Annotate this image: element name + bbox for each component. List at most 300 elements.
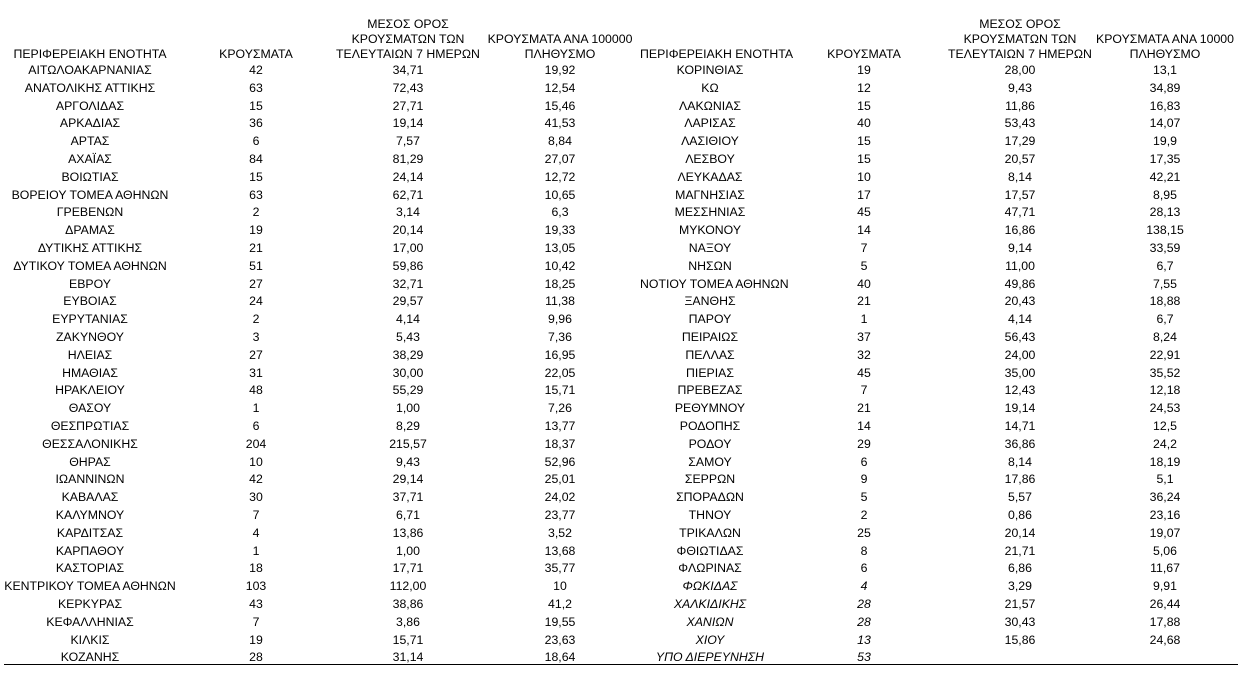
cell-rate: 12,72 [544, 169, 576, 184]
cell-cases-right: 29 [857, 436, 871, 451]
table-row [4, 507, 1238, 525]
cell-cases: 48 [249, 383, 263, 398]
cell-cases: 19 [249, 632, 263, 647]
cell-rate: 25,01 [544, 472, 576, 487]
cell-rate: 41,2 [548, 596, 572, 611]
cell-rate-right: 7,55 [1153, 276, 1177, 291]
cell-region: ΚΕΡΚΥΡΑΣ [57, 596, 123, 611]
cell-rate: 22,05 [544, 365, 576, 380]
cell-avg7-right: 0,86 [1008, 507, 1032, 522]
cell-rate-right: 8,24 [1153, 329, 1177, 344]
header-region: ΠΕΡΙΦΕΡΕΙΑΚΗ ΕΝΟΤΗΤΑ [13, 47, 167, 61]
table-row [4, 400, 1238, 418]
cell-region: ΚΑΣΤΟΡΙΑΣ [55, 561, 125, 576]
cell-cases-right: 7 [860, 240, 868, 255]
cell-rate-right: 12,18 [1149, 383, 1181, 398]
header-per100k: ΚΡΟΥΣΜΑΤΑ ΑΝΑ 100000 ΠΛΗΘΥΣΜΟ [487, 32, 633, 61]
cell-region-right: ΤΗΝΟΥ [688, 507, 732, 522]
cell-avg7-right: 16,86 [1004, 223, 1036, 238]
cell-rate-right: 18,88 [1149, 294, 1181, 309]
cell-rate: 41,53 [544, 116, 576, 131]
table-row [4, 293, 1238, 311]
cell-avg7-right: 4,14 [1008, 312, 1032, 327]
cell-rate: 11,38 [545, 294, 575, 309]
cell-rate-right: 23,16 [1149, 507, 1181, 522]
cell-avg7-right: 8,14 [1008, 169, 1032, 184]
cell-cases-right: 2 [860, 507, 868, 522]
cell-rate: 18,37 [544, 436, 576, 451]
table-row [4, 578, 1238, 596]
cell-cases: 10 [249, 454, 263, 469]
cell-cases-right: 45 [857, 365, 871, 380]
cell-region-right: ΦΩΚΙΔΑΣ [682, 579, 738, 594]
cell-cases: 63 [249, 80, 263, 95]
cell-rate: 18,64 [544, 650, 576, 665]
table-row [4, 258, 1238, 276]
cell-avg7: 29,57 [392, 294, 424, 309]
cell-cases-right: 6 [860, 561, 868, 576]
table-row [4, 471, 1238, 489]
table-row [4, 115, 1238, 133]
cell-region: ΑΧΑΪΑΣ [68, 151, 112, 166]
cell-avg7: 34,71 [392, 63, 424, 77]
table-row [4, 187, 1238, 205]
cell-region-right: ΞΑΝΘΗΣ [684, 294, 736, 309]
cell-cases-right: 25 [857, 525, 871, 540]
cell-avg7: 59,86 [392, 258, 424, 273]
cell-avg7-right: 20,57 [1004, 151, 1036, 166]
cell-rate-right: 17,88 [1149, 614, 1181, 629]
cell-cases: 31 [249, 365, 263, 380]
cell-avg7: 112,00 [389, 579, 427, 594]
cell-avg7-right: 14,71 [1004, 418, 1036, 433]
cell-region-right: ΜΥΚΟΝΟΥ [678, 223, 742, 238]
cell-cases: 18 [249, 561, 263, 576]
cases-table-container [4, 0, 1238, 667]
cell-rate: 8,84 [548, 134, 572, 149]
table-row [4, 169, 1238, 187]
table-row [4, 632, 1238, 650]
cell-cases: 28 [249, 650, 263, 665]
cell-cases-right: 28 [857, 596, 871, 611]
table-row [4, 365, 1238, 383]
cell-region-right: ΠΕΛΛΑΣ [685, 347, 735, 362]
cell-avg7-right: 15,86 [1004, 632, 1036, 647]
cell-region-right: ΧΑΝΙΩΝ [686, 614, 734, 629]
cell-region-right: ΛΑΚΩΝΙΑΣ [679, 98, 741, 113]
cell-rate-right: 6,7 [1156, 258, 1174, 273]
cell-avg7-right: 30,43 [1004, 614, 1036, 629]
cell-rate-right: 6,7 [1156, 312, 1174, 327]
cell-rate: 10,42 [544, 258, 576, 273]
cell-rate-right: 19,9 [1153, 134, 1177, 149]
table-row [4, 240, 1238, 258]
table-row [4, 543, 1238, 561]
cell-rate-right: 5,1 [1156, 472, 1174, 487]
cell-region-right: ΛΕΣΒΟΥ [685, 151, 735, 166]
cell-cases: 19 [249, 223, 263, 238]
cell-cases-right: 14 [857, 223, 871, 238]
cell-rate-right: 138,15 [1146, 223, 1184, 238]
table-row [4, 151, 1238, 169]
cell-cases: 103 [245, 579, 267, 594]
cell-region-right: ΥΠΟ ΔΙΕΡΕΥΝΗΣΗ [655, 650, 765, 665]
header-avg7-right: ΜΕΣΟΣ ΟΡΟΣ ΚΡΟΥΣΜΑΤΩΝ ΤΩΝ ΤΕΛΕΥΤΑΙΩΝ 7 ΗΜΕΡΩΝ [948, 17, 1092, 61]
cell-rate: 35,77 [544, 561, 576, 576]
cell-region: ΗΛΕΙΑΣ [67, 347, 113, 362]
cell-cases-right: 7 [860, 383, 868, 398]
cell-cases-right: 15 [857, 134, 871, 149]
table-row [4, 596, 1238, 614]
cell-rate-right: 22,91 [1149, 347, 1181, 362]
cell-cases-right: 4 [860, 579, 868, 594]
cell-region-right: ΤΡΙΚΑΛΩΝ [679, 525, 741, 540]
cell-rate: 52,96 [544, 454, 576, 469]
cell-avg7-right: 36,86 [1004, 436, 1036, 451]
table-row [4, 614, 1238, 632]
cell-cases-right: 21 [857, 294, 871, 309]
cell-region-right: ΝΟΤΙΟΥ ΤΟΜΕΑ ΑΘΗΝΩΝ [640, 276, 789, 291]
table-row [4, 329, 1238, 347]
bottom-rule [4, 664, 1238, 665]
table-row [4, 418, 1238, 436]
cell-rate-right: 12,5 [1153, 418, 1177, 433]
cell-rate-right: 5,06 [1153, 543, 1177, 558]
cell-avg7-right: 8,14 [1008, 454, 1032, 469]
cell-region: ΔΥΤΙΚΗΣ ΑΤΤΙΚΗΣ [37, 240, 143, 255]
cell-region-right: ΚΟΡΙΝΘΙΑΣ [676, 63, 744, 77]
table-row [4, 347, 1238, 365]
table-row [4, 560, 1238, 578]
cell-rate-right: 28,13 [1149, 205, 1181, 220]
cell-region-right: ΝΑΞΟΥ [688, 240, 732, 255]
cell-cases: 42 [249, 472, 263, 487]
cell-rate: 15,46 [544, 98, 576, 113]
cell-rate-right: 24,53 [1149, 401, 1181, 416]
cell-region-right: ΡΕΘΥΜΝΟΥ [674, 401, 746, 416]
cell-region: ΒΟΡΕΙΟΥ ΤΟΜΕΑ ΑΘΗΝΩΝ [11, 187, 169, 202]
cell-region: ΗΜΑΘΙΑΣ [62, 365, 118, 380]
cell-avg7-right: 17,29 [1004, 134, 1036, 149]
cell-cases-right: 37 [857, 329, 871, 344]
cell-avg7: 32,71 [392, 276, 424, 291]
cell-rate: 23,77 [544, 507, 576, 522]
cell-cases: 2 [252, 205, 260, 220]
cell-region-right: ΡΟΔΟΥ [688, 436, 732, 451]
table-row [4, 436, 1238, 454]
cell-cases: 7 [252, 507, 260, 522]
table-row [4, 454, 1238, 472]
cell-avg7: 9,43 [396, 454, 420, 469]
cell-region-right: ΣΠΟΡΑΔΩΝ [676, 490, 744, 505]
cell-region: ΔΡΑΜΑΣ [65, 223, 115, 238]
cell-rate-right: 16,83 [1149, 98, 1181, 113]
cell-cases: 2 [252, 312, 260, 327]
cell-cases: 15 [249, 98, 263, 113]
cell-region-right: ΣΕΡΡΩΝ [684, 472, 736, 487]
cell-region-right: ΠΡΕΒΕΖΑΣ [677, 383, 743, 398]
cell-rate: 3,52 [548, 525, 572, 540]
cell-rate-right: 9,91 [1153, 579, 1177, 594]
cell-cases: 27 [249, 347, 263, 362]
table-row [4, 98, 1238, 116]
cell-avg7: 19,14 [392, 116, 424, 131]
cell-region: ΚΕΦΑΛΛΗΝΙΑΣ [46, 614, 134, 629]
cell-avg7-right: 21,57 [1004, 596, 1036, 611]
cell-avg7-right: 9,43 [1008, 80, 1032, 95]
cell-rate: 13,77 [544, 418, 576, 433]
cell-cases: 36 [249, 116, 263, 131]
cell-region: ΚΟΖΑΝΗΣ [60, 650, 120, 665]
cell-rate-right: 34,89 [1149, 80, 1181, 95]
cell-region: ΘΗΡΑΣ [69, 454, 111, 469]
cell-cases-right: 13 [857, 632, 871, 647]
cell-avg7: 27,71 [392, 98, 424, 113]
cell-region-right: ΦΘΙΩΤΙΔΑΣ [676, 543, 744, 558]
cell-rate-right: 17,35 [1149, 151, 1181, 166]
table-header-row [4, 0, 1238, 62]
cell-avg7-right: 20,14 [1004, 525, 1036, 540]
cell-rate: 6,3 [551, 205, 569, 220]
cell-region: ΔΥΤΙΚΟΥ ΤΟΜΕΑ ΑΘΗΝΩΝ [13, 258, 167, 273]
cell-avg7: 13,86 [392, 525, 424, 540]
cell-avg7: 215,57 [389, 436, 427, 451]
cell-avg7: 24,14 [392, 169, 424, 184]
cell-cases: 4 [252, 525, 260, 540]
cell-region-right: ΧΙΟΥ [695, 632, 725, 647]
cell-avg7: 5,43 [396, 329, 420, 344]
cell-cases: 7 [252, 614, 260, 629]
cell-avg7-right: 9,14 [1008, 240, 1032, 255]
cell-avg7: 29,14 [392, 472, 424, 487]
cell-region: ΚΑΒΑΛΑΣ [61, 490, 119, 505]
cell-rate: 18,25 [544, 276, 576, 291]
cell-avg7: 38,86 [392, 596, 424, 611]
cell-cases: 204 [245, 436, 267, 451]
cell-region-right: ΛΑΣΙΘΙΟΥ [681, 134, 739, 149]
cell-avg7: 30,00 [392, 365, 424, 380]
cell-region: ΑΡΤΑΣ [70, 134, 110, 149]
table-row [4, 204, 1238, 222]
cell-avg7-right: 49,86 [1004, 276, 1036, 291]
cell-rate-right: 19,07 [1149, 525, 1181, 540]
cell-avg7-right: 3,29 [1008, 579, 1032, 594]
cell-avg7: 17,71 [392, 561, 424, 576]
table-row [4, 525, 1238, 543]
cell-rate: 13,05 [544, 240, 576, 255]
cell-avg7-right: 24,00 [1004, 347, 1036, 362]
cell-avg7: 20,14 [392, 223, 424, 238]
cell-region: ΑΡΚΑΔΙΑΣ [59, 116, 121, 131]
cell-region: ΘΕΣΣΑΛΟΝΙΚΗΣ [42, 436, 138, 451]
cell-cases: 84 [249, 151, 263, 166]
cell-avg7: 4,14 [396, 312, 420, 327]
cell-avg7-right: 5,57 [1008, 490, 1032, 505]
cell-rate-right: 8,95 [1153, 187, 1177, 202]
cell-rate: 7,36 [548, 329, 572, 344]
cell-cases: 42 [249, 63, 263, 77]
cell-cases-right: 10 [857, 169, 871, 184]
cell-region-right: ΛΕΥΚΑΔΑΣ [677, 169, 743, 184]
cell-cases-right: 45 [857, 205, 871, 220]
cell-cases-right: 5 [860, 490, 868, 505]
cell-avg7-right: 11,00 [1005, 258, 1035, 273]
cell-rate-right: 13,1 [1153, 63, 1177, 77]
cell-cases-right: 12 [857, 80, 871, 95]
cell-avg7: 8,29 [396, 418, 420, 433]
cell-avg7: 72,43 [392, 80, 424, 95]
cell-cases-right: 6 [860, 454, 868, 469]
cell-region: ΕΒΡΟΥ [69, 276, 111, 291]
cell-region-right: ΚΩ [701, 80, 719, 95]
cell-region: ΙΩΑΝΝΙΝΩΝ [55, 472, 125, 487]
cell-region: ΑΡΓΟΛΙΔΑΣ [55, 98, 125, 113]
cell-rate: 15,71 [544, 383, 576, 398]
table-row [4, 311, 1238, 329]
table-row [4, 80, 1238, 98]
cell-cases: 51 [249, 258, 263, 273]
cell-cases: 15 [249, 169, 263, 184]
cell-cases-right: 5 [860, 258, 868, 273]
header-cases-right: ΚΡΟΥΣΜΑΤΑ [827, 47, 901, 61]
cell-rate: 16,95 [544, 347, 576, 362]
table-row [4, 133, 1238, 151]
cell-cases: 1 [252, 401, 260, 416]
cell-cases: 30 [249, 490, 263, 505]
cell-rate: 23,63 [544, 632, 576, 647]
cell-avg7-right: 12,43 [1004, 383, 1036, 398]
cell-region: ΗΡΑΚΛΕΙΟΥ [55, 383, 125, 398]
cell-rate: 13,68 [544, 543, 576, 558]
cell-region-right: ΛΑΡΙΣΑΣ [684, 116, 736, 131]
cell-rate-right: 36,24 [1149, 490, 1181, 505]
cell-avg7: 3,86 [396, 614, 420, 629]
cell-avg7-right: 17,57 [1004, 187, 1036, 202]
cell-rate: 10 [553, 579, 567, 594]
cell-cases: 43 [249, 596, 263, 611]
header-region-right: ΠΕΡΙΦΕΡΕΙΑΚΗ ΕΝΟΤΗΤΑ [640, 47, 794, 61]
cell-cases: 27 [249, 276, 263, 291]
cell-avg7-right: 28,00 [1004, 63, 1036, 77]
cell-region-right: ΜΕΣΣΗΝΙΑΣ [674, 205, 746, 220]
cell-cases-right: 1 [860, 312, 868, 327]
cell-cases-right: 8 [860, 543, 868, 558]
cell-cases: 24 [249, 294, 263, 309]
cell-rate: 24,02 [544, 490, 576, 505]
cell-region: ΚΑΡΠΑΘΟΥ [55, 543, 125, 558]
cell-rate-right: 42,21 [1149, 169, 1181, 184]
cell-cases: 6 [252, 134, 260, 149]
cell-avg7-right: 6,86 [1008, 561, 1032, 576]
cell-cases-right: 9 [860, 472, 868, 487]
cell-rate: 7,26 [548, 401, 572, 416]
cell-region: ΘΕΣΠΡΩΤΙΑΣ [50, 418, 130, 433]
table-row [4, 62, 1238, 80]
cell-avg7: 38,29 [392, 347, 424, 362]
cell-avg7: 37,71 [392, 490, 424, 505]
cell-avg7: 81,29 [392, 151, 424, 166]
cell-avg7-right: 19,14 [1004, 401, 1036, 416]
cell-rate-right: 24,2 [1153, 436, 1177, 451]
cell-avg7: 3,14 [396, 205, 420, 220]
cell-cases-right: 15 [857, 98, 871, 113]
cell-rate-right: 33,59 [1149, 240, 1181, 255]
cell-region-right: ΡΟΔΟΠΗΣ [679, 418, 741, 433]
cell-region: ΚΑΡΔΙΤΣΑΣ [56, 525, 124, 540]
cell-avg7-right: 21,71 [1004, 543, 1036, 558]
cell-rate-right: 35,52 [1149, 365, 1181, 380]
cell-cases: 21 [249, 240, 263, 255]
cell-avg7-right: 20,43 [1004, 294, 1036, 309]
cell-avg7-right: 17,86 [1004, 472, 1036, 487]
cell-region-right: ΠΕΙΡΑΙΩΣ [681, 329, 739, 344]
cell-region: ΕΥΡΥΤΑΝΙΑΣ [52, 312, 128, 327]
cell-avg7-right: 47,71 [1004, 205, 1036, 220]
cell-avg7: 55,29 [392, 383, 424, 398]
cell-avg7-right: 11,86 [1005, 98, 1035, 113]
cell-avg7: 15,71 [392, 632, 424, 647]
cell-rate: 19,92 [544, 63, 576, 77]
regional-cases-table [4, 0, 1238, 667]
table-row [4, 276, 1238, 294]
cell-cases-right: 17 [857, 187, 871, 202]
table-row [4, 222, 1238, 240]
cell-cases-right: 21 [857, 401, 871, 416]
cell-region: ΘΑΣΟΥ [68, 401, 112, 416]
cell-avg7-right: 56,43 [1004, 329, 1036, 344]
cell-avg7: 1,00 [396, 543, 420, 558]
cell-region: ΑΙΤΩΛΟΑΚΑΡΝΑΝΙΑΣ [28, 63, 152, 77]
header-cases: ΚΡΟΥΣΜΑΤΑ [219, 47, 293, 61]
cell-region-right: ΜΑΓΝΗΣΙΑΣ [675, 187, 745, 202]
cell-region: ΚΕΝΤΡΙΚΟΥ ΤΟΜΕΑ ΑΘΗΝΩΝ [4, 579, 176, 594]
cell-rate: 10,65 [544, 187, 576, 202]
cell-region-right: ΝΗΣΩΝ [688, 258, 732, 273]
cell-region-right: ΦΛΩΡΙΝΑΣ [678, 561, 742, 576]
cell-cases-right: 40 [857, 276, 871, 291]
cell-rate: 19,33 [544, 223, 576, 238]
cell-avg7: 62,71 [392, 187, 424, 202]
header-per10k-right: ΚΡΟΥΣΜΑΤΑ ΑΝΑ 10000 ΠΛΗΘΥΣΜΟ [1096, 32, 1234, 61]
cell-cases: 63 [249, 187, 263, 202]
cell-cases: 6 [252, 418, 260, 433]
cell-cases: 3 [252, 329, 260, 344]
cell-avg7-right: 53,43 [1004, 116, 1036, 131]
cell-rate-right: 24,68 [1149, 632, 1181, 647]
cell-avg7: 1,00 [396, 401, 420, 416]
cell-avg7-right: 35,00 [1004, 365, 1036, 380]
cell-avg7: 31,14 [392, 650, 424, 665]
cell-region: ΚΑΛΥΜΝΟΥ [55, 507, 125, 522]
cell-region: ΑΝΑΤΟΛΙΚΗΣ ΑΤΤΙΚΗΣ [24, 80, 156, 95]
cell-region: ΕΥΒΟΙΑΣ [63, 294, 117, 309]
cell-cases-right: 19 [857, 63, 871, 77]
cell-rate-right: 18,19 [1149, 454, 1181, 469]
cell-rate: 19,55 [544, 614, 576, 629]
cell-rate-right: 14,07 [1149, 116, 1181, 131]
cell-cases-right: 32 [857, 347, 871, 362]
cell-region: ΒΟΙΩΤΙΑΣ [61, 169, 119, 184]
cell-region-right: ΧΑΛΚΙΔΙΚΗΣ [673, 596, 747, 611]
cell-cases: 1 [252, 543, 260, 558]
cell-region-right: ΠΙΕΡΙΑΣ [686, 365, 734, 380]
table-row [4, 382, 1238, 400]
cell-rate: 27,07 [544, 151, 576, 166]
cell-region: ΓΡΕΒΕΝΩΝ [56, 205, 124, 220]
cell-rate-right: 26,44 [1149, 596, 1181, 611]
cell-rate: 9,96 [548, 312, 572, 327]
cell-region-right: ΣΑΜΟΥ [688, 454, 732, 469]
